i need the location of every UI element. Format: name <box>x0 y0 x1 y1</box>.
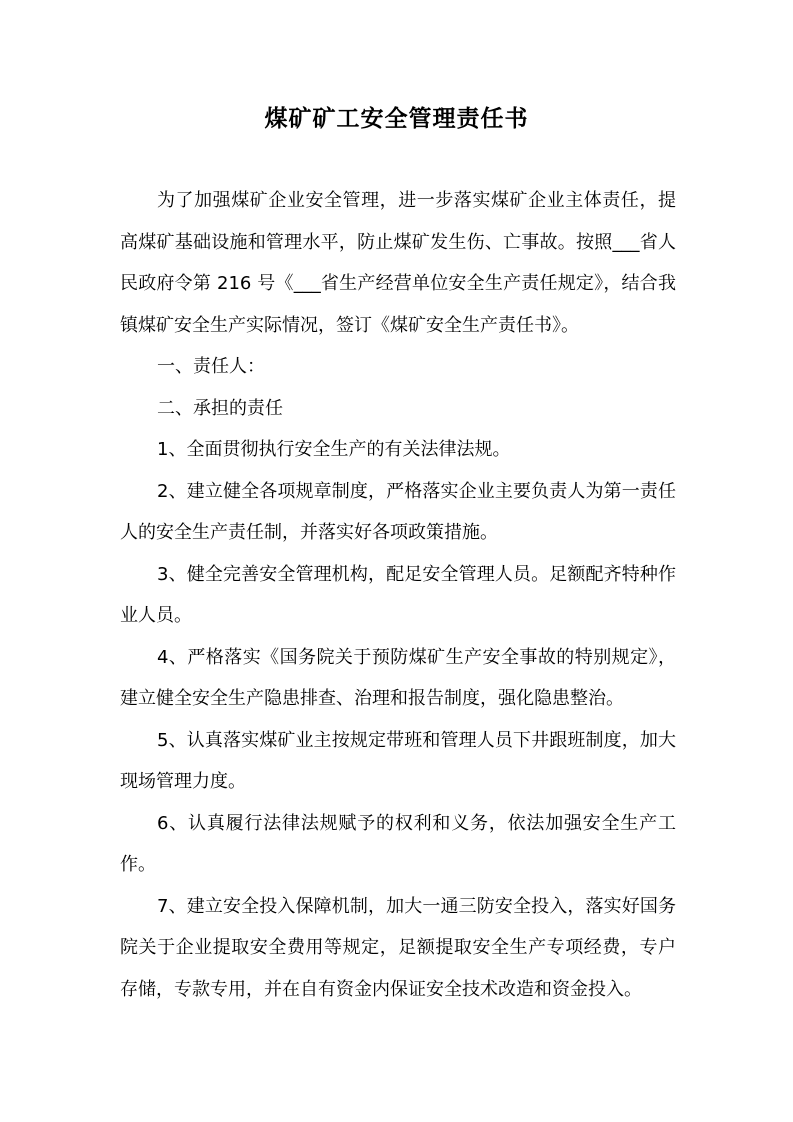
section-responsibilities: 二、承担的责任 <box>157 397 283 419</box>
responsibility-item-7: 7、建立安全投入保障机制，加大一通三防安全投入，落实好国务院关于企业提取安全费用等规定，足额提取安全生产专项经费，专户存储，专款专用，并在自有资金内保证安全技术改造和资金投入。 <box>120 895 676 1000</box>
responsibility-item-6: 6、认真履行法律法规赋予的权利和义务，依法加强安全生产工作。 <box>120 812 676 875</box>
intro-paragraph: 为了加强煤矿企业安全管理，进一步落实煤矿企业主体责任，提高煤矿基础设施和管理水平，防止煤矿发生伤、亡事故。按照___省人民政府令第 216 号《___省生产经营单位安全生产责任规定》，结合我镇煤矿安全生产实际情况，签订《煤矿安全生产责任书》。 <box>120 190 676 336</box>
document-body <box>120 180 676 1010</box>
responsibility-item-4: 4、严格落实《国务院关于预防煤矿生产安全事故的特别规定》，建立健全安全生产隐患排查、治理和报告制度，强化隐患整治。 <box>120 646 676 709</box>
responsibility-item-3: 3、健全完善安全管理机构，配足安全管理人员。足额配齐特种作业人员。 <box>120 563 676 626</box>
document-title: 煤矿矿工安全管理责任书 <box>264 106 529 132</box>
responsibility-item-2: 2、建立健全各项规章制度，严格落实企业主要负责人为第一责任人的安全生产责任制，并落实好各项政策措施。 <box>120 480 676 543</box>
responsibility-item-1: 1、全面贯彻执行安全生产的有关法律法规。 <box>157 439 511 460</box>
responsibility-item-5: 5、认真落实煤矿业主按规定带班和管理人员下井跟班制度，加大现场管理力度。 <box>120 729 676 792</box>
section-responsible-person: 一、责任人： <box>157 356 265 377</box>
